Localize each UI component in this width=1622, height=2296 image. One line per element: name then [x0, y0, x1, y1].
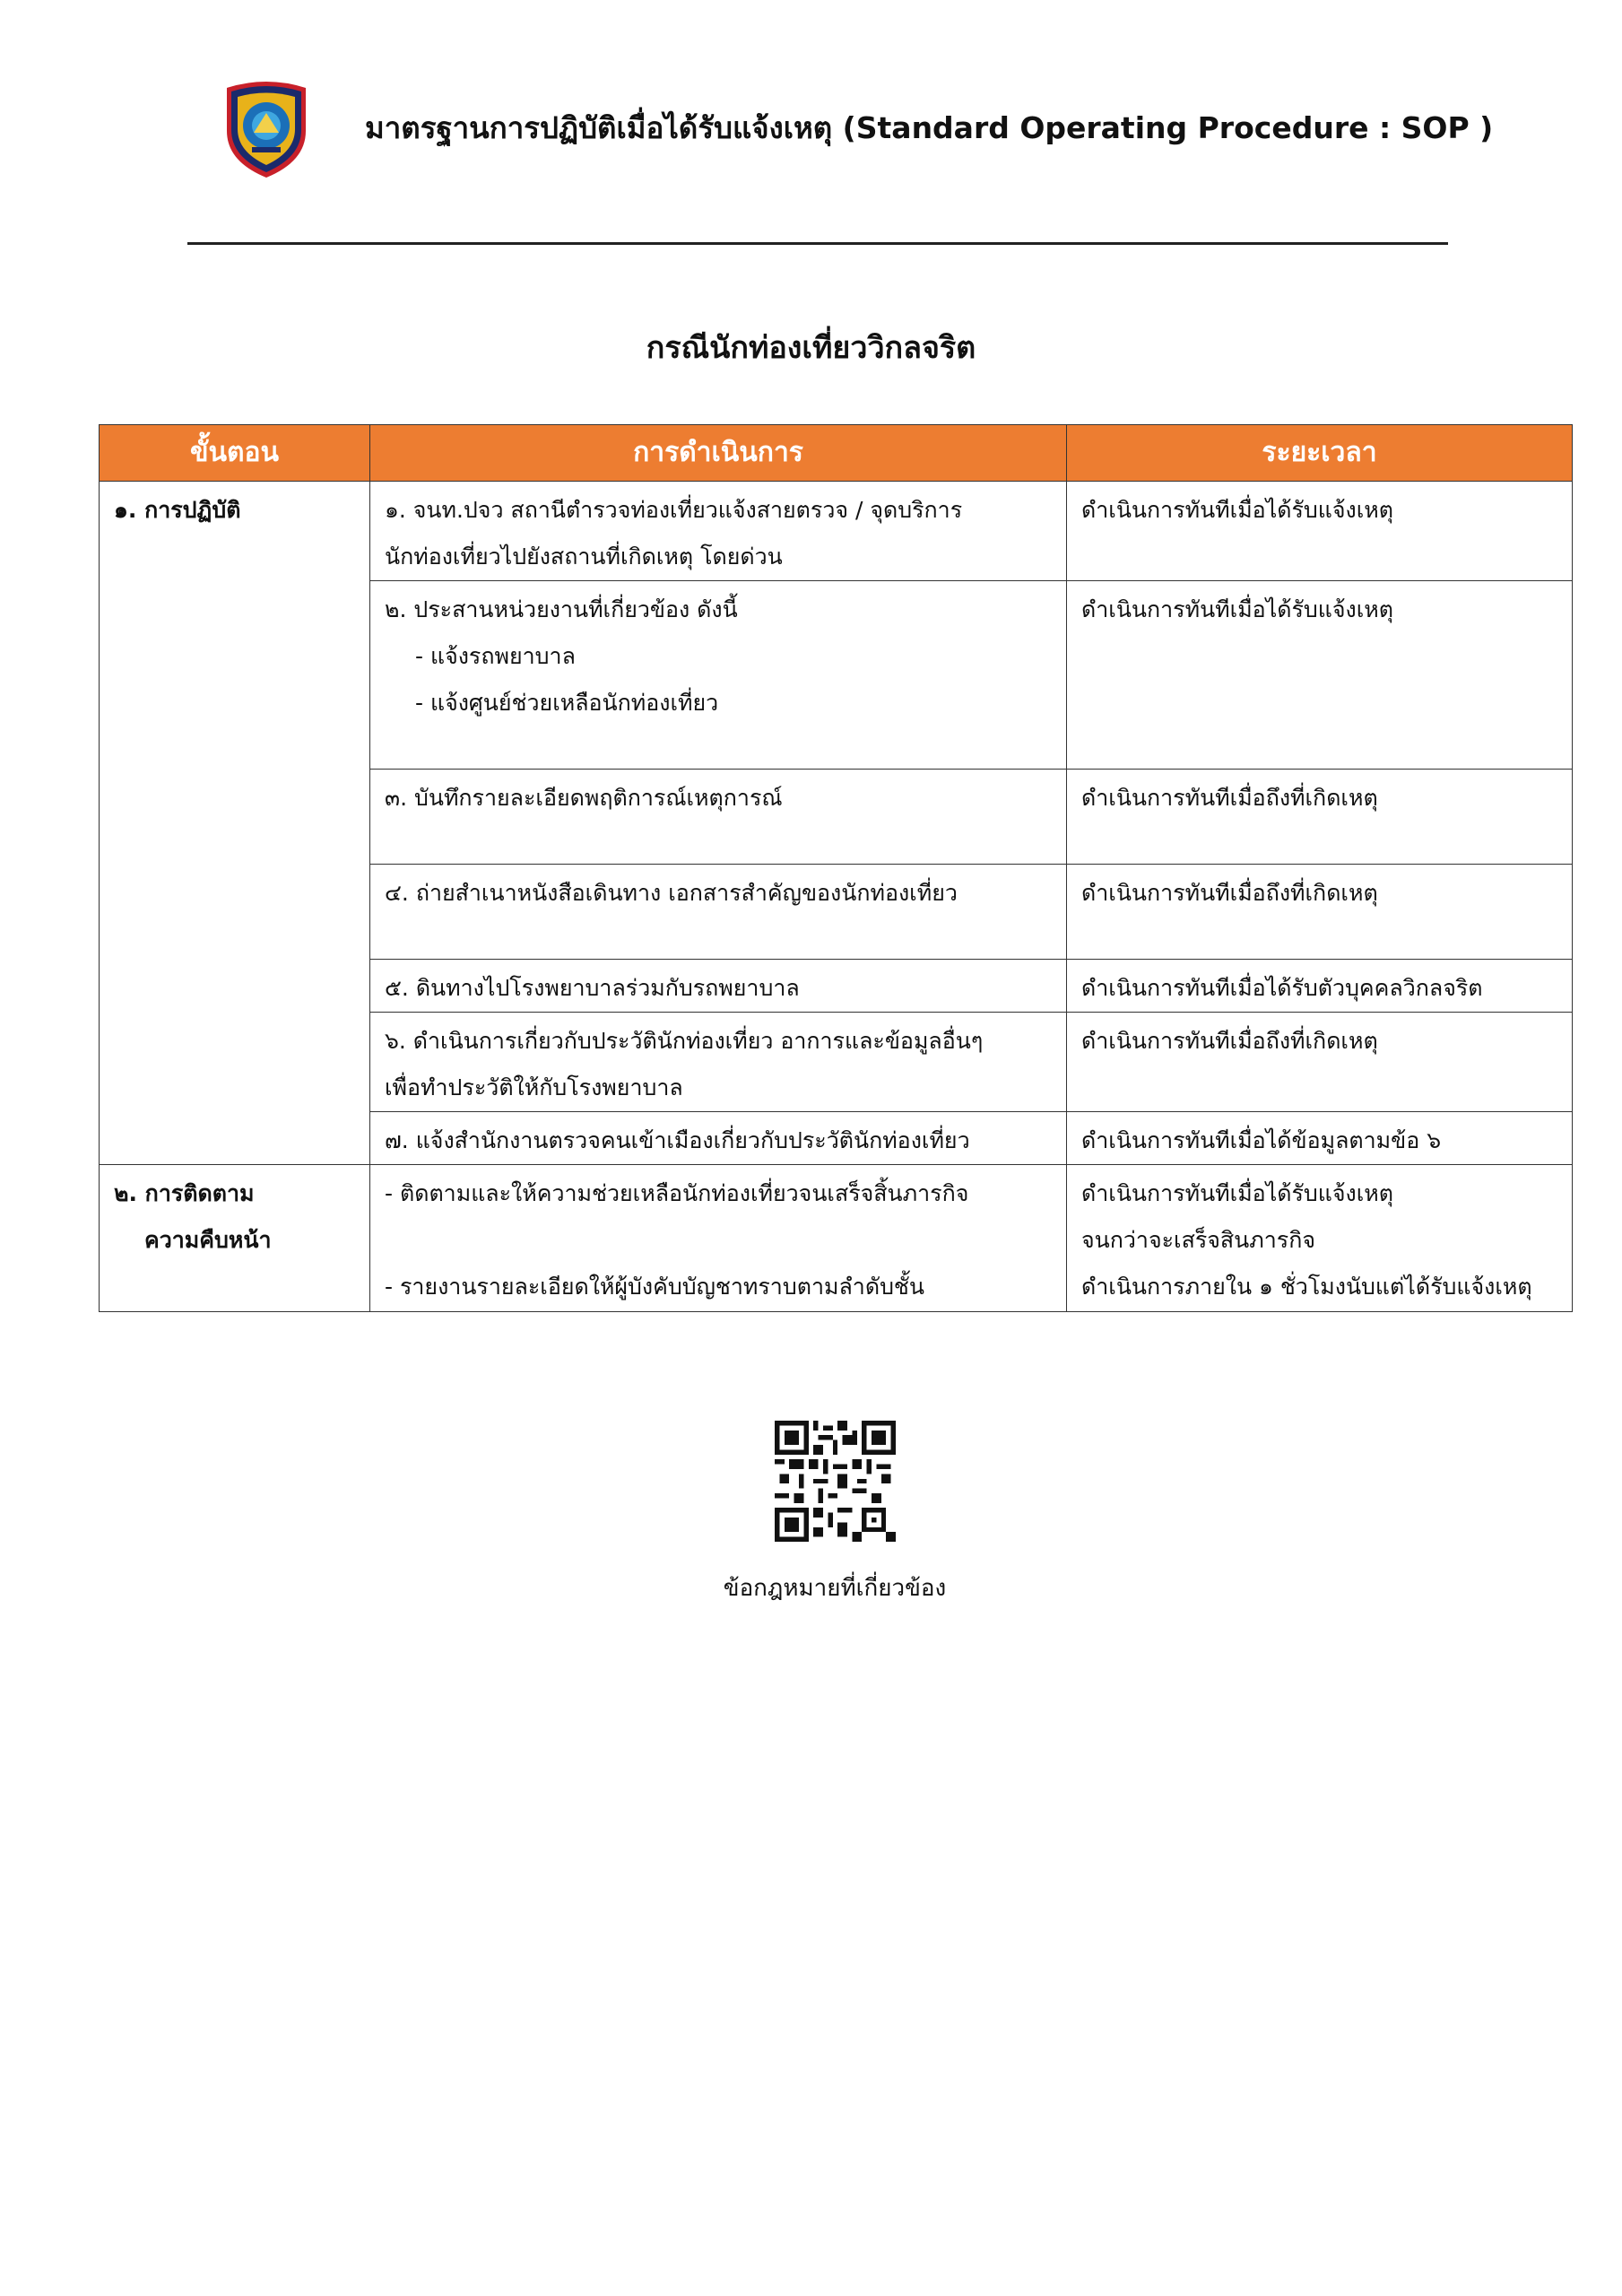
- table-row: [100, 1165, 1573, 1312]
- action-line: นักท่องเที่ยวไปยังสถานที่เกิดเหตุ โดยด่วน: [385, 544, 783, 570]
- action-line: ๒. ประสานหน่วยงานที่เกี่ยวข้อง ดังนี้: [385, 596, 738, 622]
- qr-caption: ข้อกฎหมายที่เกี่ยวข้อง: [723, 1575, 947, 1602]
- document-title: กรณีนักท่องเที่ยววิกลจริต: [646, 330, 976, 366]
- table-header-row: [100, 425, 1573, 482]
- step-label: ๒. การติดตาม: [114, 1180, 255, 1206]
- time-cell: [1067, 770, 1573, 865]
- time-text: ดำเนินการทันทีเมื่อได้รับแจ้งเหตุ: [1081, 1180, 1394, 1206]
- time-text: ดำเนินการทันทีเมื่อถึงที่เกิดเหตุ: [1081, 785, 1378, 811]
- time-cell: [1067, 1112, 1573, 1165]
- action-line: ๗. แจ้งสำนักงานตรวจคนเข้าเมืองเกี่ยวกับประวัตินักท่องเที่ยว: [385, 1127, 970, 1153]
- time-text: ดำเนินการภายใน ๑ ชั่วโมงนับแต่ได้รับแจ้งเหตุ: [1081, 1274, 1532, 1300]
- time-text: ดำเนินการทันทีเมื่อถึงที่เกิดเหตุ: [1081, 1028, 1378, 1054]
- time-cell: [1067, 865, 1573, 960]
- page-header: [220, 79, 1494, 178]
- time-text: ดำเนินการทันทีเมื่อได้ข้อมูลตามข้อ ๖: [1081, 1127, 1442, 1153]
- action-line: - แจ้งรถพยาบาล: [415, 643, 576, 669]
- column-header-time: ระยะเวลา: [1067, 425, 1573, 482]
- time-text: จนกว่าจะเสร็จสินภารกิจ: [1081, 1227, 1315, 1253]
- sop-table: [99, 424, 1573, 1312]
- column-header-step: ขั้นตอน: [100, 425, 370, 482]
- header-divider: [187, 242, 1448, 245]
- step-cell: [100, 482, 370, 1165]
- action-line: - รายงานรายละเอียดให้ผู้บังคับบัญชาทราบตามลำดับชั้น: [385, 1274, 924, 1300]
- action-cell: [370, 1013, 1067, 1112]
- action-line: ๔. ถ่ายสำเนาหนังสือเดินทาง เอกสารสำคัญของนักท่องเที่ยว: [385, 880, 958, 906]
- action-cell: [370, 865, 1067, 960]
- action-line: ๕. ดินทางไปโรงพยาบาลร่วมกับรถพยาบาล: [385, 975, 800, 1001]
- action-cell: [370, 581, 1067, 770]
- table-row: [100, 482, 1573, 581]
- action-cell: [370, 1165, 1067, 1312]
- action-line: - ติดตามและให้ความช่วยเหลือนักท่องเที่ยวจนเสร็จสิ้นภารกิจ: [385, 1180, 969, 1206]
- action-cell: [370, 960, 1067, 1013]
- column-header-action: การดำเนินการ: [370, 425, 1067, 482]
- action-line: ๑. จนท.ปจว สถานีตำรวจท่องเที่ยวแจ้งสายตรวจ / จุดบริการ: [385, 497, 963, 523]
- action-line: เพื่อทำประวัติให้กับโรงพยาบาล: [385, 1074, 683, 1100]
- spacer: [385, 1217, 1054, 1264]
- police-badge-logo: [220, 79, 313, 179]
- qr-code[interactable]: [775, 1421, 896, 1542]
- action-line: ๓. บันทึกรายละเอียดพฤติการณ์เหตุการณ์: [385, 785, 783, 811]
- step-label: ความคืบหน้า: [144, 1227, 272, 1253]
- step-label: ๑. การปฏิบัติ: [114, 497, 241, 523]
- action-cell: [370, 770, 1067, 865]
- step-cell: [100, 1165, 370, 1312]
- action-line: ๖. ดำเนินการเกี่ยวกับประวัตินักท่องเที่ยว อาการและข้อมูลอื่นๆ: [385, 1028, 984, 1054]
- time-text: ดำเนินการทันทีเมื่อได้รับตัวบุคคลวิกลจริต: [1081, 975, 1483, 1001]
- time-cell: [1067, 482, 1573, 581]
- time-text: ดำเนินการทันทีเมื่อถึงที่เกิดเหตุ: [1081, 880, 1378, 906]
- time-text: ดำเนินการทันทีเมื่อได้รับแจ้งเหตุ: [1081, 497, 1394, 523]
- action-line: - แจ้งศูนย์ช่วยเหลือนักท่องเที่ยว: [415, 690, 719, 716]
- time-text: ดำเนินการทันทีเมื่อได้รับแจ้งเหตุ: [1081, 596, 1394, 622]
- time-cell: [1067, 1013, 1573, 1112]
- time-cell: [1067, 1165, 1573, 1312]
- header-title: มาตรฐานการปฏิบัติเมื่อได้รับแจ้งเหตุ (Standard Operating Procedure : SOP ): [365, 110, 1494, 145]
- time-cell: [1067, 581, 1573, 770]
- time-cell: [1067, 960, 1573, 1013]
- action-cell: [370, 1112, 1067, 1165]
- action-cell: [370, 482, 1067, 581]
